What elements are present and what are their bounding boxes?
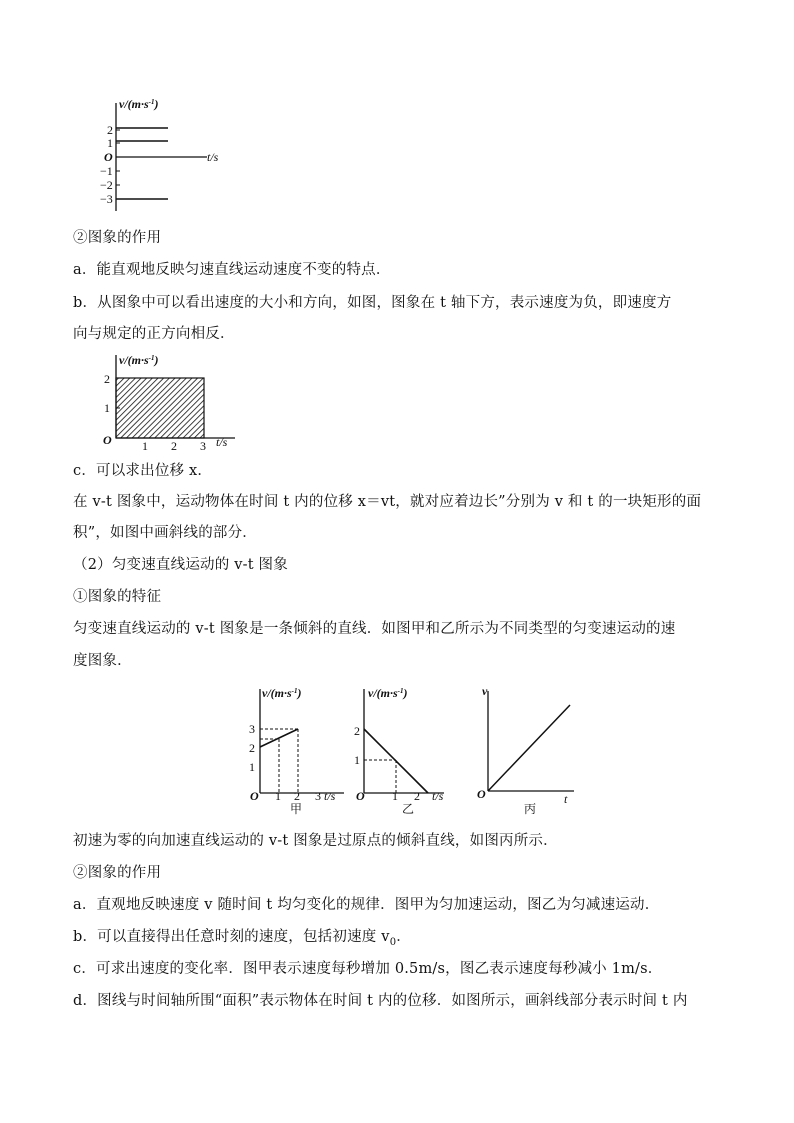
tick-label: 1 bbox=[354, 753, 360, 767]
x-axis-label: t bbox=[564, 792, 568, 806]
paragraph-item-d: d．图线与时间轴所围“面积”表示物体在时间 t 内的位移．如图所示，画斜线部分表示时间 t 内 bbox=[73, 993, 688, 1009]
paragraph-item-c-2: c．可求出速度的变化率．图甲表示速度每秒增加 0.5m/s，图乙表示速度每秒减小 1m/s． bbox=[73, 961, 663, 977]
tick-label: 1 bbox=[142, 439, 148, 453]
y-axis-label: $v/(m\cdot s^{-1})$ bbox=[262, 686, 302, 700]
section-heading: （2）匀变速直线运动的 v-t 图象 bbox=[73, 557, 288, 573]
y-axis-label: $v/(m\cdot s^{-1})$ bbox=[368, 686, 408, 700]
shaded-area bbox=[116, 378, 204, 438]
tick-label: 1 bbox=[275, 789, 281, 803]
tick-label: −1 bbox=[100, 164, 113, 178]
caption-jia: 甲 bbox=[290, 802, 303, 816]
paragraph-feature-line2: 度图象． bbox=[73, 653, 132, 669]
figure-jia bbox=[240, 683, 355, 818]
x-axis-label: t/s bbox=[207, 150, 219, 164]
x-axis-label: t/s bbox=[432, 789, 444, 803]
tick-label: 2 bbox=[171, 439, 177, 453]
paragraph-item-b-2: b．可以直接得出任意时刻的速度，包括初速度 $v_0$． bbox=[73, 929, 411, 948]
figure-velocity-constant bbox=[95, 95, 235, 215]
paragraph-item-c: c．可以求出位移 x． bbox=[73, 463, 213, 479]
paragraph-item-a: a．能直观地反映匀速直线运动速度不变的特点． bbox=[73, 262, 391, 278]
paragraph-line1: 在 v-t 图象中，运动物体在时间 t 内的位移 x＝vt，就对应着边长”分别为 v 和 t 的一块矩形的面 bbox=[73, 494, 702, 510]
tick-label: 1 bbox=[104, 401, 110, 415]
paragraph-bing-description: 初速为零的向加速直线运动的 v-t 图象是过原点的倾斜直线，如图丙所示． bbox=[73, 833, 558, 849]
paragraph-feature-line1: 匀变速直线运动的 v-t 图象是一条倾斜的直线．如图甲和乙所示为不同类型的匀变速运动的速 bbox=[73, 621, 676, 637]
origin-label: O bbox=[477, 787, 486, 801]
x-axis-label: t/s bbox=[324, 789, 336, 803]
y-axis-label: $v/(m\cdot s^{-1})$ bbox=[119, 97, 159, 111]
tick-label: −2 bbox=[100, 178, 113, 192]
origin-label: O bbox=[104, 150, 113, 164]
tick-label: 1 bbox=[392, 789, 398, 803]
tick-label: 3 bbox=[315, 789, 321, 803]
paragraph-item-b-line2: 向与规定的正方向相反． bbox=[73, 326, 235, 342]
tick-label: 2 bbox=[104, 372, 110, 386]
tick-label: 1 bbox=[107, 136, 113, 150]
tick-label: 2 bbox=[414, 789, 420, 803]
figure-yi bbox=[350, 683, 465, 818]
tick-label: 3 bbox=[200, 439, 206, 453]
tick-label: −3 bbox=[100, 192, 113, 206]
tick-label: 3 bbox=[249, 722, 255, 736]
figure-bing bbox=[470, 683, 590, 818]
y-axis-label: $v/(m\cdot s^{-1})$ bbox=[119, 353, 159, 367]
velocity-line-bing bbox=[488, 705, 570, 791]
heading-graph-role-2: ②图象的作用 bbox=[73, 865, 162, 881]
velocity-line-yi bbox=[364, 729, 428, 793]
origin-label: O bbox=[103, 433, 112, 447]
heading-graph-role: ②图象的作用 bbox=[73, 230, 162, 246]
paragraph-item-a-2: a．直观地反映速度 v 随时间 t 均匀变化的规律．图甲为匀加速运动，图乙为匀减速运动． bbox=[73, 897, 660, 913]
caption-bing: 丙 bbox=[524, 802, 537, 816]
caption-yi: 乙 bbox=[402, 802, 415, 816]
figure-displacement-area bbox=[95, 350, 245, 455]
x-axis-label: t/s bbox=[216, 435, 228, 449]
tick-label: 2 bbox=[294, 789, 300, 803]
y-axis-label: v bbox=[482, 684, 488, 698]
origin-label: O bbox=[250, 789, 259, 803]
tick-label: 2 bbox=[354, 724, 360, 738]
tick-label: 2 bbox=[107, 123, 113, 137]
paragraph-item-b-line1: b．从图象中可以看出速度的大小和方向，如图，图象在 t 轴下方，表示速度为负，即速度方 bbox=[73, 295, 672, 311]
paragraph-line2: 积”，如图中画斜线的部分． bbox=[73, 525, 258, 541]
origin-label: O bbox=[356, 789, 365, 803]
tick-label: 2 bbox=[249, 741, 255, 755]
tick-label: 1 bbox=[249, 760, 255, 774]
heading-feature: ①图象的特征 bbox=[73, 589, 162, 605]
